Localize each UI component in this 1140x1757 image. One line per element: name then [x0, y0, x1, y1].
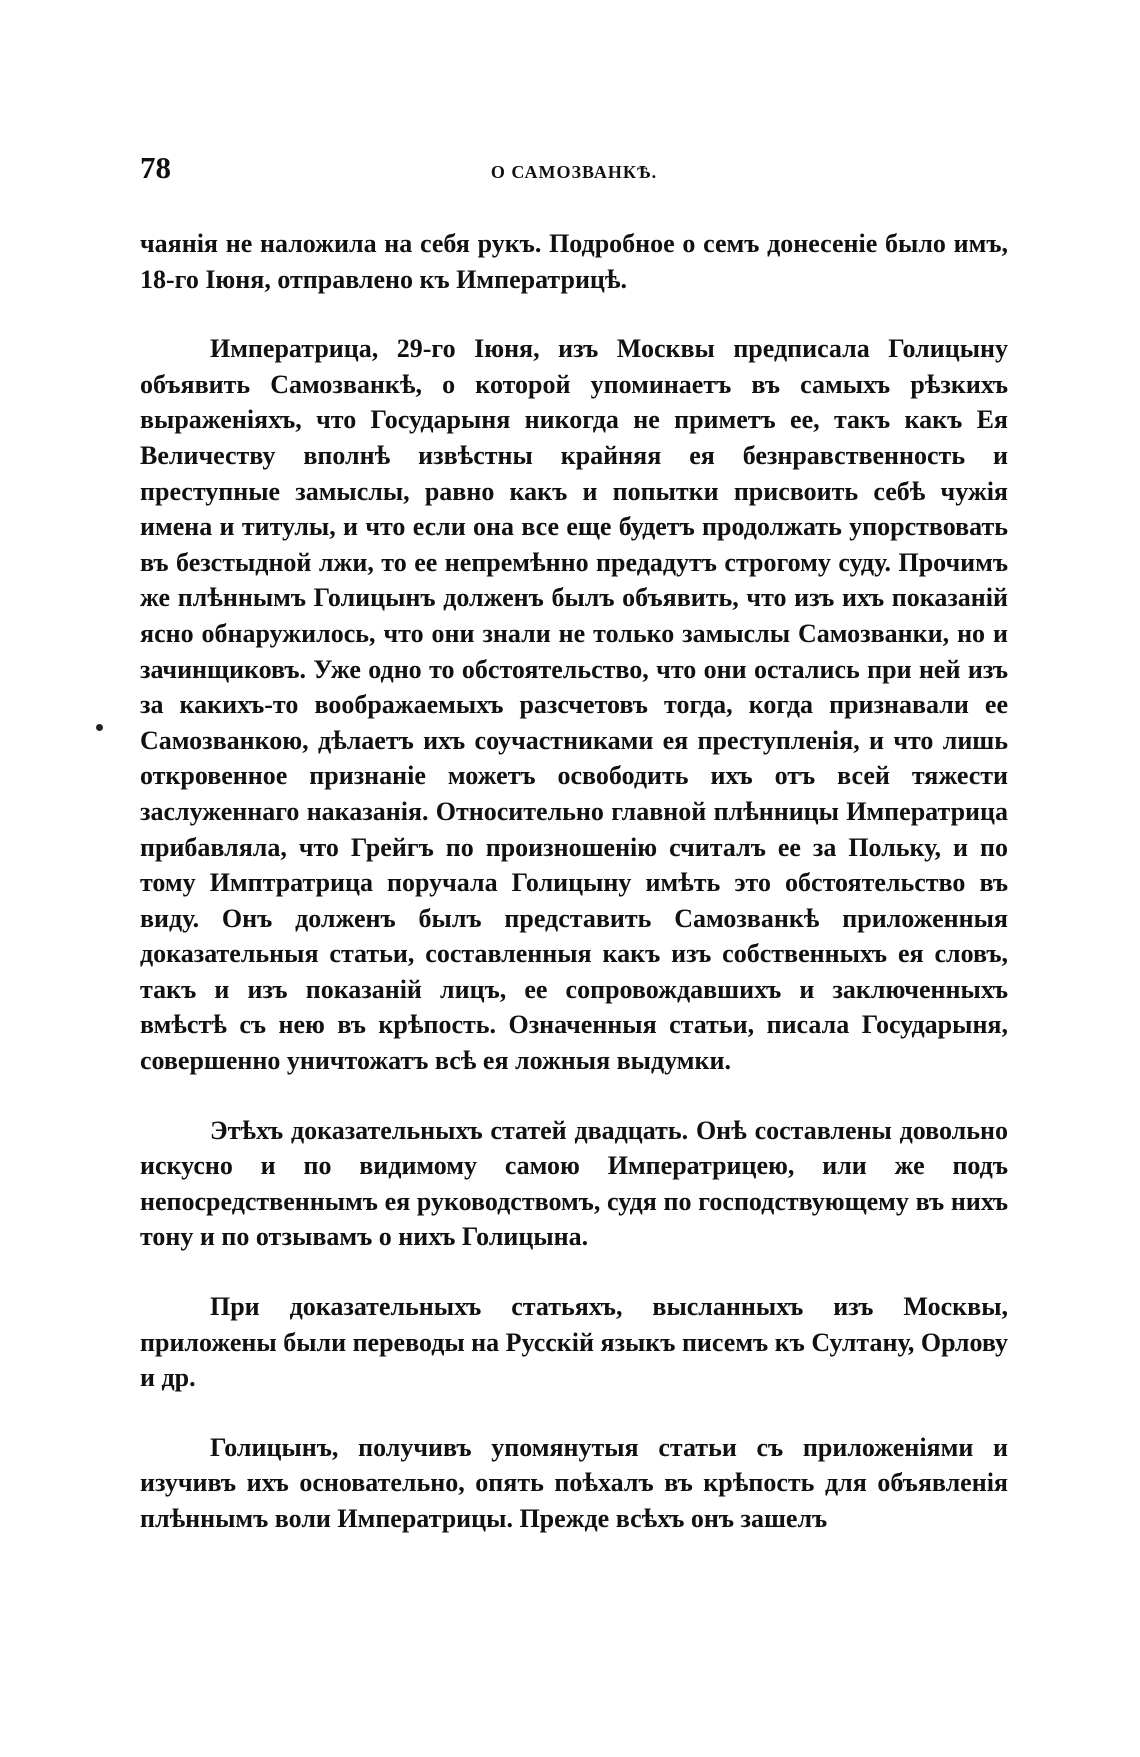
- paragraph: Императрица, 29-го Іюня, изъ Москвы предписала Голицыну объявить Самозванкѣ, о которой упоминаетъ въ самыхъ рѣзкихъ выраженіяхъ, что Государыня никогда не приметъ ее, такъ какъ Ея Величеству вполнѣ извѣстны крайняя ея безнравственность и преступные замыслы, равно какъ и попытки присвоить себѣ чужія имена и титулы, и что если она все еще будетъ продолжать упорствовать въ безстыдной лжи, то ее непремѣнно предадутъ строгому суду. Прочимъ же плѣннымъ Голицынъ долженъ былъ объявить, что изъ ихъ показаній ясно обнаружилось, что они знали не только замыслы Самозванки, но и зачинщиковъ. Уже одно то обстоятельство, что они остались при ней изъ за какихъ-то воображаемыхъ разсчетовъ тогда, когда признавали ее Самозванкою, дѣлаетъ ихъ соучастниками ея преступленія, и что лишь откровенное признаніе можетъ освободить ихъ отъ всей тяжести заслуженнаго наказанія. Относительно главной плѣнницы Императрица прибавляла, что Грейгъ по произношенію считалъ ее за Польку, и по тому Имптратрица поручала Голицыну имѣть это обстоятельство въ виду. Онъ долженъ былъ представить Самозванкѣ приложенныя доказательныя статьи, составленныя какъ изъ собственныхъ ея словъ, такъ и изъ показаній лицъ, ее сопровождавшихъ и заключенныхъ вмѣстѣ съ нею въ крѣпость. Означенныя статьи, писала Государыня, совершенно уничтожатъ всѣ ея ложныя выдумки.: [140, 334, 1008, 1076]
- paragraph: Этѣхъ доказательныхъ статей двадцать. Онѣ составлены довольно искусно и по видимому самою Императрицею, или же подъ непосредственнымъ ея руководствомъ, судя по господствующему въ нихъ тону и по отзывамъ о нихъ Голицына.: [140, 1115, 1008, 1252]
- paragraph: При доказательныхъ статьяхъ, высланныхъ изъ Москвы, приложены были переводы на Русскій языкъ писемъ къ Султану, Орлову и др.: [140, 1292, 1008, 1393]
- margin-mark: [96, 724, 103, 731]
- body-text: [140, 226, 1008, 1537]
- page-header: [140, 150, 1008, 198]
- paragraph: Голицынъ, получивъ упомянутыя статьи съ приложеніями и изучивъ ихъ основательно, опять поѣхалъ въ крѣпость для объявленія плѣннымъ воли Императрицы. Прежде всѣхъ онъ зашелъ: [140, 1432, 1008, 1533]
- running-title: О САМОЗВАНКѢ.: [490, 162, 658, 182]
- paragraph: чаянія не наложила на себя рукъ. Подробное о семъ донесеніе было имъ, 18-го Іюня, отправлено къ Императрицѣ.: [140, 229, 1008, 294]
- page-number: 78: [140, 150, 171, 185]
